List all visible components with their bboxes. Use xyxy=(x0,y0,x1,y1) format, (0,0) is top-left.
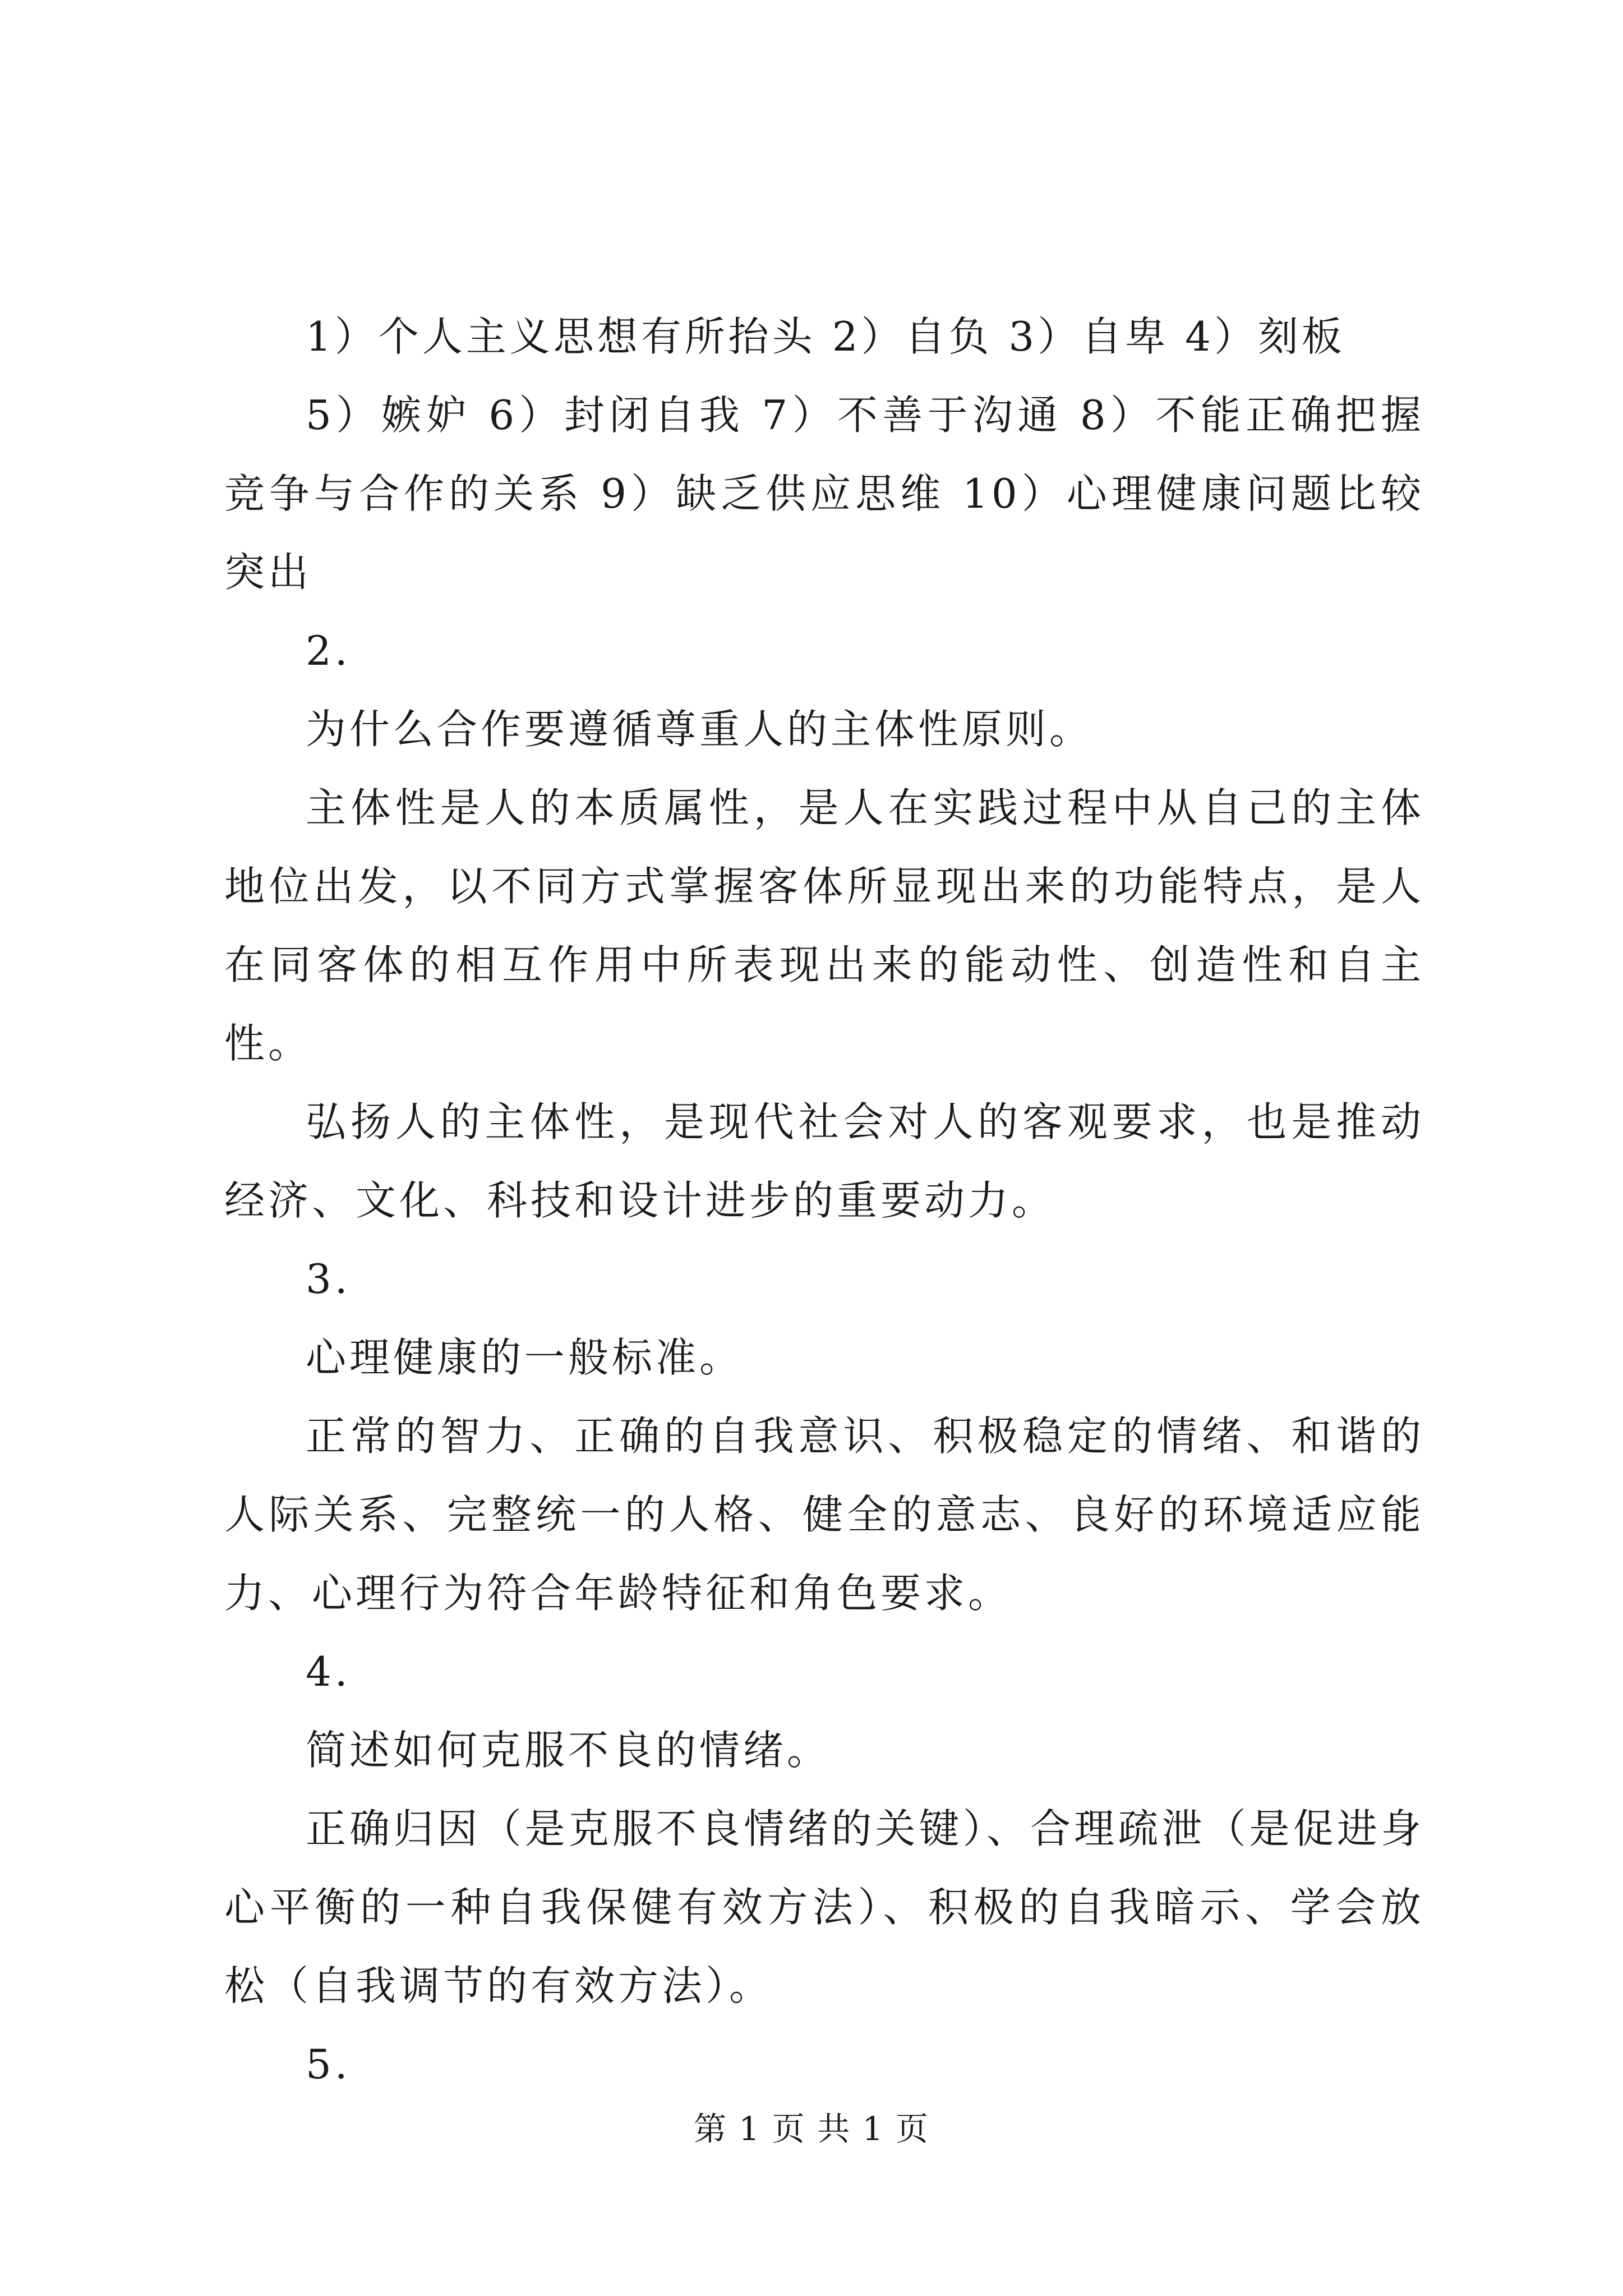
paragraph-problems-list-2: 5）嫉妒 6）封闭自我 7）不善于沟通 8）不能正确把握竞争与合作的关系 9）缺乏供应思维 10）心理健康问题比较突出 xyxy=(224,392,1424,596)
answer-paragraph-2b: 弘扬人的主体性，是现代社会对人的客观要求，也是推动经济、文化、科技和设计进步的重要动力。 xyxy=(224,1098,1424,1224)
question-title-2: 为什么合作要遵循尊重人的主体性原则。 xyxy=(306,706,1094,753)
paragraph-problems-list-1: 1）个人主义思想有所抬头 2）自负 3）自卑 4）刻板 xyxy=(306,313,1345,360)
question-number-3: 3. xyxy=(306,1255,351,1303)
question-title-4: 简述如何克服不良的情绪。 xyxy=(306,1727,831,1774)
question-number-4: 4. xyxy=(306,1648,351,1695)
answer-paragraph-2a: 主体性是人的本质属性，是人在实践过程中从自己的主体地位出发，以不同方式掌握客体所显现出来的功能特点，是人在同客体的相互作用中所表现出来的能动性、创造性和自主性。 xyxy=(224,784,1424,1067)
question-number-2: 2. xyxy=(306,627,351,674)
question-number-5: 5. xyxy=(306,2041,351,2088)
document-body xyxy=(224,297,1424,2104)
answer-paragraph-3: 正常的智力、正确的自我意识、积极稳定的情绪、和谐的人际关系、完整统一的人格、健全的意志、良好的环境适应能力、心理行为符合年龄特征和角色要求。 xyxy=(224,1412,1424,1617)
question-title-3: 心理健康的一般标准。 xyxy=(306,1334,744,1381)
page-footer: 第 1 页 共 1 页 xyxy=(694,2110,929,2148)
answer-paragraph-4: 正确归因（是克服不良情绪的关键）、合理疏泄（是促进身心平衡的一种自我保健有效方法）、积极的自我暗示、学会放松（自我调节的有效方法）。 xyxy=(224,1805,1424,2009)
